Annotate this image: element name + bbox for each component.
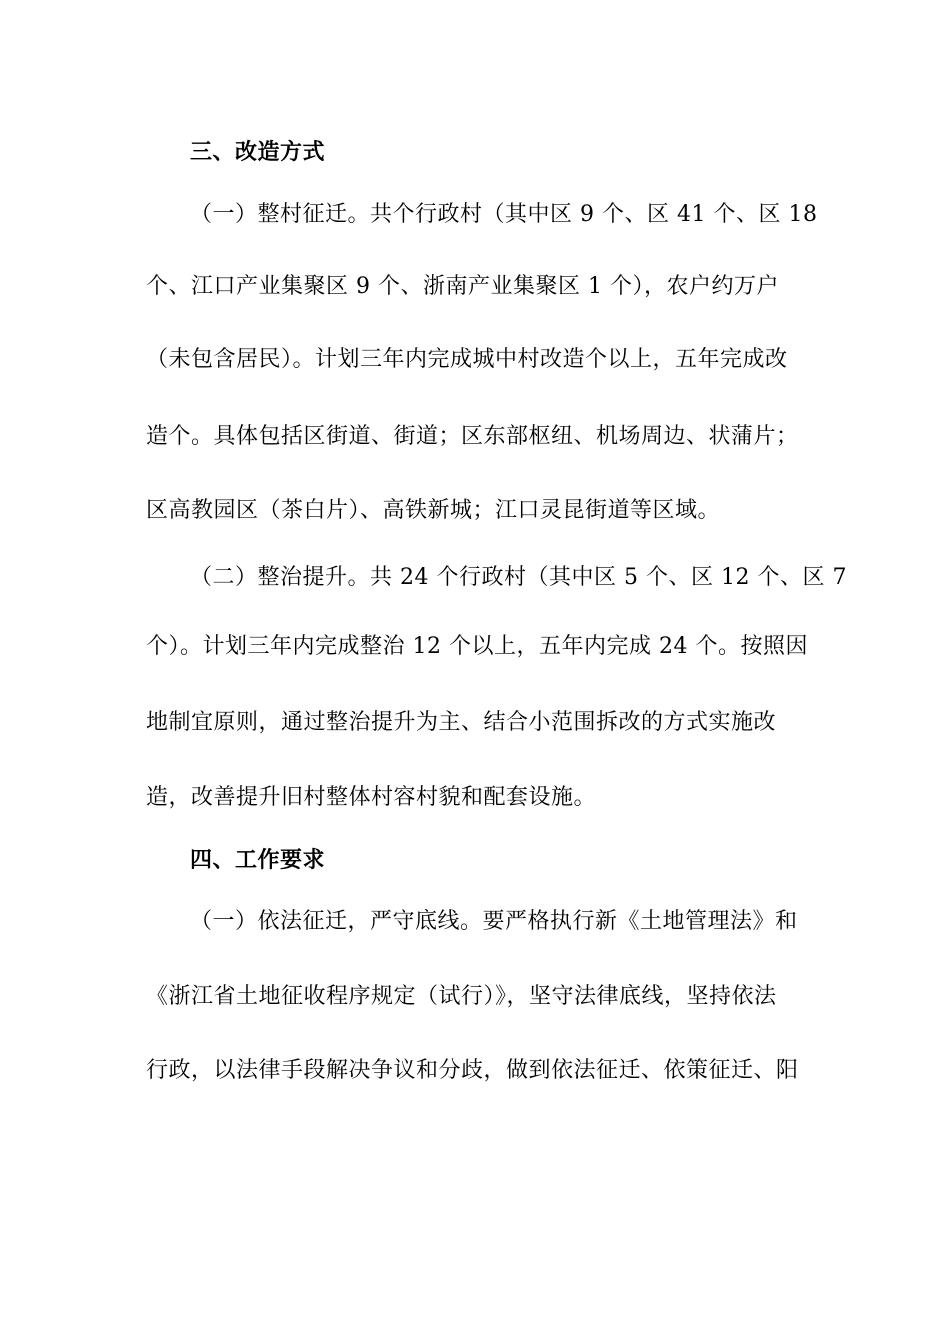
paragraph-line: （一）依法征迁，严守底线。要严格执行新《土地管理法》和	[190, 909, 798, 934]
paragraph-line: 地制宜原则，通过整治提升为主、结合小范围拆改的方式实施改	[146, 710, 777, 735]
section-heading-work-requirements: 四、工作要求	[190, 847, 326, 873]
paragraph-line: 个、江口产业集聚区 9 个、浙南产业集聚区 1 个），农户约万户	[146, 274, 779, 299]
paragraph-line: （一）整村征迁。共个行政村（其中区 9 个、区 41 个、区 18	[190, 202, 818, 227]
paragraph-line: 造，改善提升旧村整体村容村貌和配套设施。	[146, 785, 597, 810]
paragraph-line: 造个。具体包括区街道、街道；区东部枢纽、机场周边、状蒲片；	[146, 424, 799, 449]
paragraph-line: 个）。计划三年内完成整治 12 个以上，五年内完成 24 个。按照因	[146, 634, 808, 659]
section-heading-transformation-method: 三、改造方式	[190, 139, 326, 165]
paragraph-line: 区高教园区（茶白片）、高铁新城；江口灵昆街道等区域。	[146, 498, 721, 523]
paragraph-line: （二）整治提升。共 24 个行政村（其中区 5 个、区 12 个、区 7	[190, 565, 847, 590]
paragraph-line: 行政，以法律手段解决争议和分歧，做到依法征迁、依策征迁、阳	[146, 1058, 799, 1083]
paragraph-line: （未包含居民）。计划三年内完成城中村改造个以上，五年完成改	[146, 347, 788, 372]
paragraph-line: 《浙江省土地征收程序规定（试行）》，坚守法律底线，坚持依法	[146, 984, 777, 1009]
